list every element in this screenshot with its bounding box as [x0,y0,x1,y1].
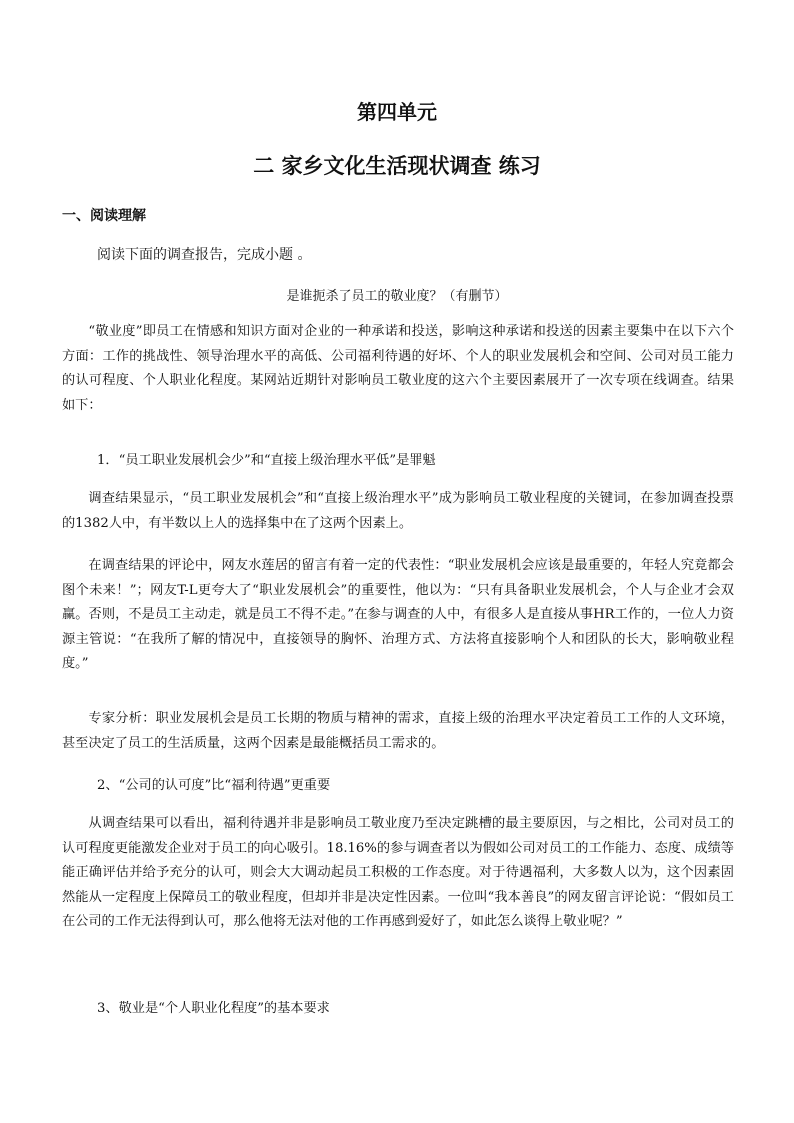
unit-title: 第四单元 [357,100,437,124]
article-title: 是谁扼杀了员工的敬业度？（有删节） [286,289,508,304]
subheading-3: 3、敬业是“个人职业化程度”的基本要求 [97,1001,330,1016]
paragraph-2: 在调查结果的评论中，网友水莲居的留言有着一定的代表性：“职业发展机会应该是最重要的，年轻人究竟都会图个未来！”；网友T-L更夸大了“职业发展机会”的重要性，他以为：“只有具备职业发展机会，个人与企业才会双赢。否则，不是员工主动走，就是员工不得不走。”在参与调查的人中，有很多人是直接从事HR工作的，一位人力资源主管说：“在我所了解的情况中，直接领导的胸怀、治理方式、方法将直接影响个人和团队的长大，影响敬业程度。” [62,558,734,671]
paragraph-4: 从调查结果可以看出，福利待遇并非是影响员工敬业度乃至决定跳槽的最主要原因，与之相比，公司对员工的认可程度更能激发企业对于员工的向心吸引。18.16%的参与调查者以为假如公司对员工的工作能力、态度、成绩等能正确评估并给予充分的认可，则会大大调动起员工积极的工作态度。对于待遇福利，大多数人以为，这个因素固然能从一定程度上保障员工的敬业程度，但却并非是决定性因素。一位叫“我本善良”的网友留言评论说：“假如员工在公司的工作无法得到认可，那么他将无法对他的工作再感到爱好了，如此怎么谈得上敬业呢？” [62,816,734,929]
subheading-2: 2、“公司的认可度”比“福利待遇”更重要 [97,778,331,793]
intro-paragraph: “敬业度”即员工在情感和知识方面对企业的一种承诺和投送，影响这种承诺和投送的因素主要集中在以下六个方面：工作的挑战性、领导治理水平的高低、公司福利待遇的好坏、个人的职业发展机会和空间、公司对员工能力的认可程度、个人职业化程度。某网站近期针对影响员工敬业度的这六个主要因素展开了一次专项在线调查。结果如下： [62,324,734,413]
paragraph-1: 调查结果显示，“员工职业发展机会”和“直接上级治理水平”成为影响员工敬业程度的关键词，在参加调查投票的1382人中，有半数以上人的选择集中在了这两个因素上。 [62,491,734,531]
paragraph-3: 专家分析：职业发展机会是员工长期的物质与精神的需求，直接上级的治理水平决定着员工工作的人文环境，甚至决定了员工的生活质量，这两个因素是最能概括员工需求的。 [62,711,734,751]
lesson-title: 二 家乡文化生活现状调查 练习 [253,153,541,178]
instruction-text: 阅读下面的调查报告，完成小题 。 [97,247,312,263]
subheading-1: 1．“员工职业发展机会少”和“直接上级治理水平低”是罪魁 [97,453,436,468]
section-heading: 一、阅读理解 [62,208,146,224]
